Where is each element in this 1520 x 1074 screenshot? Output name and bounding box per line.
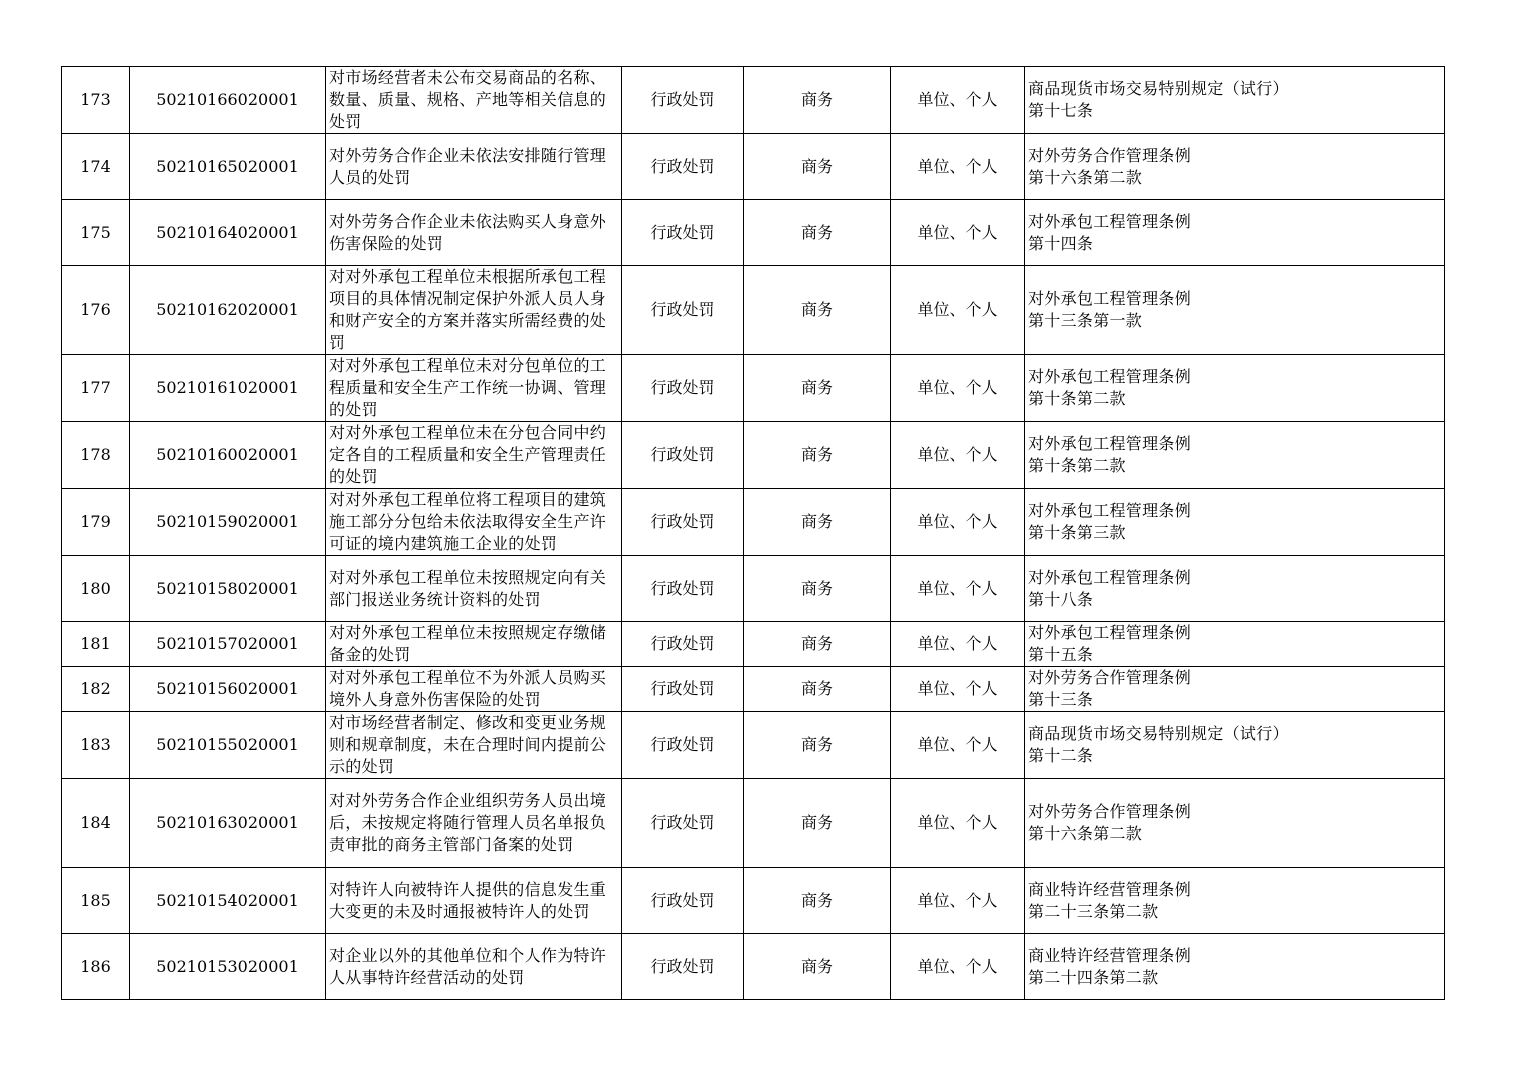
legal-basis (1025, 134, 1445, 200)
item-type: 行政处罚 (622, 266, 744, 355)
target-subject: 单位、个人 (891, 868, 1025, 934)
legal-basis-title: 商品现货市场交易特别规定（试行） (1028, 724, 1289, 743)
legal-basis-title: 对外承包工程管理条例 (1028, 623, 1192, 642)
legal-basis-title: 商品现货市场交易特别规定（试行） (1028, 79, 1289, 98)
item-type: 行政处罚 (622, 556, 744, 622)
target-subject: 单位、个人 (891, 667, 1025, 712)
item-name: 对外劳务合作企业未依法安排随行管理人员的处罚 (326, 134, 622, 200)
department: 商务 (744, 134, 891, 200)
table-row (62, 934, 1445, 1000)
item-type: 行政处罚 (622, 667, 744, 712)
table-row (62, 266, 1445, 355)
legal-basis-title: 对外承包工程管理条例 (1028, 289, 1192, 308)
table-row (62, 667, 1445, 712)
item-type: 行政处罚 (622, 422, 744, 489)
row-number: 184 (62, 779, 130, 868)
item-type: 行政处罚 (622, 200, 744, 266)
legal-basis-article: 第十条第二款 (1028, 456, 1126, 475)
item-type: 行政处罚 (622, 779, 744, 868)
department: 商务 (744, 266, 891, 355)
legal-basis-title: 对外承包工程管理条例 (1028, 434, 1192, 453)
item-code: 50210157020001 (130, 622, 326, 667)
department: 商务 (744, 868, 891, 934)
legal-basis-article: 第十条第三款 (1028, 523, 1126, 542)
legal-basis-title: 对外承包工程管理条例 (1028, 367, 1192, 386)
row-number: 177 (62, 355, 130, 422)
row-number: 180 (62, 556, 130, 622)
department: 商务 (744, 422, 891, 489)
row-number: 186 (62, 934, 130, 1000)
legal-basis-title: 对外劳务合作管理条例 (1028, 145, 1192, 165)
table-row (62, 868, 1445, 934)
legal-basis (1025, 622, 1445, 667)
legal-basis-title: 商业特许经营管理条例 (1028, 879, 1192, 899)
item-type: 行政处罚 (622, 712, 744, 779)
item-code: 50210154020001 (130, 868, 326, 934)
target-subject: 单位、个人 (891, 67, 1025, 134)
item-name: 对市场经营者制定、修改和变更业务规则和规章制度，未在合理时间内提前公示的处罚 (326, 712, 622, 779)
item-type: 行政处罚 (622, 355, 744, 422)
table-row (62, 134, 1445, 200)
target-subject: 单位、个人 (891, 266, 1025, 355)
target-subject: 单位、个人 (891, 779, 1025, 868)
target-subject: 单位、个人 (891, 422, 1025, 489)
legal-basis-article: 第十四条 (1028, 233, 1094, 253)
legal-basis-article: 第十条第二款 (1028, 389, 1126, 408)
table-row (62, 622, 1445, 667)
item-type: 行政处罚 (622, 868, 744, 934)
target-subject: 单位、个人 (891, 622, 1025, 667)
target-subject: 单位、个人 (891, 712, 1025, 779)
table-row (62, 712, 1445, 779)
legal-basis-title: 对外承包工程管理条例 (1028, 211, 1192, 231)
item-code: 50210164020001 (130, 200, 326, 266)
target-subject: 单位、个人 (891, 200, 1025, 266)
item-name: 对市场经营者未公布交易商品的名称、数量、质量、规格、产地等相关信息的处罚 (326, 67, 622, 134)
item-name: 对外劳务合作企业未依法购买人身意外伤害保险的处罚 (326, 200, 622, 266)
legal-basis-title: 对外承包工程管理条例 (1028, 501, 1192, 520)
item-code: 50210161020001 (130, 355, 326, 422)
item-type: 行政处罚 (622, 67, 744, 134)
item-code: 50210160020001 (130, 422, 326, 489)
legal-basis-article: 第十三条 (1028, 690, 1094, 709)
item-name: 对对外承包工程单位将工程项目的建筑施工部分分包给未依法取得安全生产许可证的境内建筑施工企业的处罚 (326, 489, 622, 556)
item-type: 行政处罚 (622, 134, 744, 200)
item-code: 50210159020001 (130, 489, 326, 556)
legal-basis-article: 第二十三条第二款 (1028, 901, 1159, 921)
department: 商务 (744, 355, 891, 422)
legal-basis-article: 第十六条第二款 (1028, 167, 1143, 187)
row-number: 174 (62, 134, 130, 200)
table-row (62, 422, 1445, 489)
table-row (62, 67, 1445, 134)
legal-basis (1025, 266, 1445, 355)
table-row (62, 355, 1445, 422)
legal-basis (1025, 556, 1445, 622)
department: 商务 (744, 200, 891, 266)
legal-basis (1025, 667, 1445, 712)
row-number: 182 (62, 667, 130, 712)
item-name: 对对外承包工程单位未按照规定存缴储备金的处罚 (326, 622, 622, 667)
legal-basis (1025, 422, 1445, 489)
legal-basis-title: 商业特许经营管理条例 (1028, 945, 1192, 965)
target-subject: 单位、个人 (891, 489, 1025, 556)
item-code: 50210163020001 (130, 779, 326, 868)
row-number: 173 (62, 67, 130, 134)
item-name: 对对外承包工程单位未根据所承包工程项目的具体情况制定保护外派人员人身和财产安全的方案并落实所需经费的处罚 (326, 266, 622, 355)
department: 商务 (744, 489, 891, 556)
item-code: 50210156020001 (130, 667, 326, 712)
table-row (62, 200, 1445, 266)
table-row (62, 489, 1445, 556)
target-subject: 单位、个人 (891, 134, 1025, 200)
legal-basis (1025, 868, 1445, 934)
item-name: 对企业以外的其他单位和个人作为特许人从事特许经营活动的处罚 (326, 934, 622, 1000)
row-number: 178 (62, 422, 130, 489)
item-name: 对对外承包工程单位未在分包合同中约定各自的工程质量和安全生产管理责任的处罚 (326, 422, 622, 489)
legal-basis (1025, 67, 1445, 134)
department: 商务 (744, 934, 891, 1000)
legal-basis (1025, 934, 1445, 1000)
penalty-table (61, 66, 1445, 1000)
department: 商务 (744, 667, 891, 712)
department: 商务 (744, 712, 891, 779)
table-row (62, 556, 1445, 622)
legal-basis-title: 对外承包工程管理条例 (1028, 567, 1192, 587)
legal-basis (1025, 200, 1445, 266)
item-type: 行政处罚 (622, 489, 744, 556)
legal-basis (1025, 779, 1445, 868)
legal-basis (1025, 712, 1445, 779)
legal-basis-article: 第二十四条第二款 (1028, 967, 1159, 987)
item-name: 对对外承包工程单位未对分包单位的工程质量和安全生产工作统一协调、管理的处罚 (326, 355, 622, 422)
item-code: 50210153020001 (130, 934, 326, 1000)
legal-basis-article: 第十六条第二款 (1028, 824, 1143, 843)
row-number: 176 (62, 266, 130, 355)
item-code: 50210166020001 (130, 67, 326, 134)
target-subject: 单位、个人 (891, 934, 1025, 1000)
row-number: 179 (62, 489, 130, 556)
item-name: 对对外劳务合作企业组织劳务人员出境后，未按规定将随行管理人员名单报负责审批的商务主管部门备案的处罚 (326, 779, 622, 868)
item-code: 50210158020001 (130, 556, 326, 622)
legal-basis-article: 第十七条 (1028, 101, 1094, 120)
legal-basis (1025, 489, 1445, 556)
legal-basis-article: 第十八条 (1028, 589, 1094, 609)
item-name: 对特许人向被特许人提供的信息发生重大变更的未及时通报被特许人的处罚 (326, 868, 622, 934)
row-number: 175 (62, 200, 130, 266)
legal-basis-article: 第十二条 (1028, 746, 1094, 765)
item-name: 对对外承包工程单位不为外派人员购买境外人身意外伤害保险的处罚 (326, 667, 622, 712)
item-name: 对对外承包工程单位未按照规定向有关部门报送业务统计资料的处罚 (326, 556, 622, 622)
table-row (62, 779, 1445, 868)
legal-basis-title: 对外劳务合作管理条例 (1028, 668, 1192, 687)
legal-basis-title: 对外劳务合作管理条例 (1028, 802, 1192, 821)
legal-basis-article: 第十三条第一款 (1028, 311, 1143, 330)
item-code: 50210162020001 (130, 266, 326, 355)
item-type: 行政处罚 (622, 622, 744, 667)
item-code: 50210165020001 (130, 134, 326, 200)
department: 商务 (744, 67, 891, 134)
row-number: 183 (62, 712, 130, 779)
table-body (62, 67, 1445, 1000)
row-number: 185 (62, 868, 130, 934)
row-number: 181 (62, 622, 130, 667)
department: 商务 (744, 779, 891, 868)
target-subject: 单位、个人 (891, 556, 1025, 622)
department: 商务 (744, 622, 891, 667)
item-code: 50210155020001 (130, 712, 326, 779)
target-subject: 单位、个人 (891, 355, 1025, 422)
department: 商务 (744, 556, 891, 622)
legal-basis-article: 第十五条 (1028, 645, 1094, 664)
item-type: 行政处罚 (622, 934, 744, 1000)
legal-basis (1025, 355, 1445, 422)
